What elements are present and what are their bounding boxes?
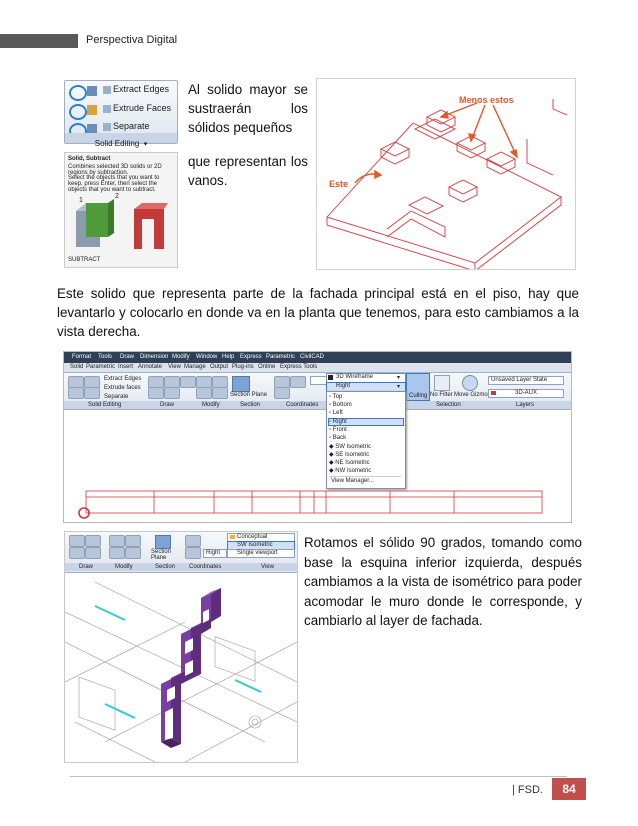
panel-selection[interactable]: Selection xyxy=(436,402,461,408)
panel-modify[interactable]: Modify xyxy=(115,564,133,570)
viewport-select[interactable] xyxy=(227,549,295,558)
extract-edges-icon xyxy=(103,86,111,94)
panel-label-bar-2 xyxy=(65,563,297,571)
union-icon[interactable] xyxy=(69,85,87,101)
separate-button[interactable]: Separate xyxy=(104,394,129,400)
copy-icon[interactable] xyxy=(196,387,212,399)
label-menos-estos: Menos estos xyxy=(459,95,514,105)
view-option-bottom[interactable]: ▫ Bottom xyxy=(329,402,352,408)
viewport-value: Single viewport xyxy=(237,550,278,556)
view-option-ne-isometric[interactable]: ◆ NE Isometric xyxy=(329,460,370,466)
subtract-dialog xyxy=(64,152,178,268)
extrude-faces-button[interactable]: Extrude Faces xyxy=(113,103,172,113)
view-option-nw-isometric[interactable]: ◆ NW Isometric xyxy=(329,468,372,474)
tab-output[interactable]: Output xyxy=(210,364,229,370)
marker-2: 2 xyxy=(115,193,119,200)
mirror-icon[interactable] xyxy=(212,387,228,399)
subtract-illustration xyxy=(68,189,174,255)
panel-draw[interactable]: Draw xyxy=(79,564,94,570)
view-option-se-isometric[interactable]: ◆ SE Isometric xyxy=(329,452,370,458)
panel-coordinates[interactable]: Coordinates xyxy=(189,564,222,570)
menu-bar xyxy=(64,352,571,363)
visual-style-icon xyxy=(328,375,333,380)
rotate-icon[interactable] xyxy=(125,535,141,547)
view-value: SW Isometric xyxy=(237,542,273,548)
ribbon-tabs xyxy=(64,363,571,373)
no-filter-button[interactable]: No Filter xyxy=(430,392,453,398)
polyline-icon[interactable] xyxy=(85,535,101,547)
header-title: Perspectiva Digital xyxy=(86,34,178,46)
view-option-top[interactable]: ▫ Top xyxy=(329,394,343,400)
marker-1: 1 xyxy=(79,197,83,204)
tab-plugins[interactable]: Plug-ins xyxy=(232,364,254,370)
menu-window[interactable]: Window xyxy=(196,354,218,360)
solid-editing-panel-title[interactable]: Solid Editing xyxy=(94,139,140,148)
isometric-screenshot xyxy=(64,531,298,763)
menu-parametric[interactable]: Parametric xyxy=(266,354,296,360)
wireframe-drawing xyxy=(317,79,575,269)
subtract-icon[interactable] xyxy=(68,387,84,399)
text-block-1: Al solido mayor se sustraerán los sólidos pequeños xyxy=(188,82,308,135)
panel-layers[interactable]: Layers xyxy=(516,402,535,408)
visual-style-icon xyxy=(230,535,235,539)
view-right-select[interactable] xyxy=(203,549,227,558)
section-plane-icon[interactable] xyxy=(232,376,250,392)
extrude-faces-button[interactable]: Extrude faces xyxy=(104,385,141,391)
line-icon[interactable] xyxy=(69,535,85,547)
menu-tools[interactable]: Tools xyxy=(98,354,113,360)
view-option-front[interactable]: ▫ Front xyxy=(329,427,347,433)
menu-draw[interactable]: Draw xyxy=(120,354,135,360)
view-select-value: Right xyxy=(336,383,351,389)
panel-section[interactable]: Section xyxy=(240,402,261,408)
culling-button[interactable] xyxy=(406,373,430,401)
mirror-icon[interactable] xyxy=(125,547,141,559)
layer-select[interactable] xyxy=(488,389,564,398)
ucs-icon[interactable] xyxy=(185,535,201,547)
header-bar xyxy=(0,34,78,48)
tab-express-tools[interactable]: Express Tools xyxy=(280,364,318,370)
move-icon[interactable] xyxy=(109,535,125,547)
ucs-world-icon[interactable] xyxy=(185,547,201,559)
layer-state-value: Unsaved Layer State xyxy=(491,377,548,383)
panel-view[interactable]: View xyxy=(261,564,274,570)
panel-section[interactable]: Section xyxy=(155,564,176,570)
separate-button[interactable]: Separate xyxy=(113,121,150,131)
extract-edges-button[interactable]: Extract Edges xyxy=(113,84,170,94)
arc-icon[interactable] xyxy=(148,387,164,399)
elevation-drawing xyxy=(64,487,571,522)
view-dropdown xyxy=(326,391,406,489)
view-option-left[interactable]: ▫ Left xyxy=(329,410,343,416)
menu-help[interactable]: Help xyxy=(222,354,235,360)
wireframe-figure xyxy=(316,78,576,270)
subtract-icon[interactable] xyxy=(69,104,87,120)
tab-manage[interactable]: Manage xyxy=(184,364,206,370)
filter-icon[interactable] xyxy=(434,375,450,391)
dialog-description: Combines selected 3D solids or 2D regions by subtraction. xyxy=(68,164,162,176)
view-manager-item[interactable]: View Manager... xyxy=(331,478,374,484)
section-plane-icon[interactable] xyxy=(155,535,171,549)
ribbon-panel-2 xyxy=(65,532,297,573)
panel-solid-editing[interactable]: Solid Editing xyxy=(88,402,122,408)
imprint-icon[interactable] xyxy=(87,86,97,96)
dialog-instructions: Select the objects that you want to keep, press Enter, then select the objects that you want to subtract. xyxy=(68,175,160,193)
culling-label: Culling xyxy=(409,393,428,399)
label-este: Este xyxy=(329,179,349,189)
text-block-3: Rotamos el sólido 90 grados, tomando como base la esquina inferior izquierda, después cambiamos a la vista de isométrico para poder acomodar le muro donde le corresponde, y cambiarlo al layer de fachada. xyxy=(304,535,582,628)
section-plane-button[interactable]: Section Plane xyxy=(151,549,172,561)
ucs-world-icon[interactable] xyxy=(290,376,306,388)
footer-divider xyxy=(70,776,567,777)
circle-icon[interactable] xyxy=(180,376,196,388)
solid-editing-ribbon xyxy=(64,80,178,148)
layer-name-value: 3D-AUX xyxy=(515,390,538,396)
page-number: 84 xyxy=(552,778,586,800)
extrude-faces-icon xyxy=(103,105,111,113)
arc-icon[interactable] xyxy=(85,547,101,559)
slice-icon[interactable] xyxy=(84,387,100,399)
separate-icon xyxy=(103,123,111,131)
view-right-value: Right xyxy=(206,550,221,556)
visual-style-value: 3D Wireframe xyxy=(336,374,374,380)
tab-view[interactable]: View xyxy=(168,364,181,370)
text-block-2: que representan los vanos. xyxy=(188,154,308,188)
panel-draw[interactable]: Draw xyxy=(160,402,175,408)
menu-civilcad[interactable]: CivilCAD xyxy=(300,354,324,360)
chevron-down-icon[interactable]: ▾ xyxy=(143,141,148,148)
main-paragraph: Este solido que representa parte de la fachada principal está en el piso, hay que levantarlo y colocarlo en donde va en la planta que tenemos, para esto cambiamos a la vista derecha. xyxy=(57,286,579,339)
ucs-origin-icon[interactable] xyxy=(274,387,290,399)
autocad-screenshot xyxy=(63,351,572,523)
command-name: SUBTRACT xyxy=(68,257,101,263)
dialog-title: Solid, Subtract xyxy=(68,156,111,162)
slice-icon[interactable] xyxy=(87,105,97,115)
visual-style-value: Conceptual xyxy=(237,534,268,540)
chevron-down-icon: ▾ xyxy=(397,375,401,381)
menu-express[interactable]: Express xyxy=(240,354,262,360)
ribbon-panel xyxy=(64,373,571,410)
tab-insert[interactable]: Insert xyxy=(118,364,134,370)
move-gizmo-icon[interactable] xyxy=(462,375,478,391)
move-gizmo-button[interactable]: Move Gizmo xyxy=(454,392,488,398)
layer-state-select[interactable] xyxy=(488,376,564,385)
tab-online[interactable]: Online xyxy=(258,364,276,370)
layer-color-icon xyxy=(491,391,496,395)
menu-format[interactable]: Format xyxy=(72,354,92,360)
menu-modify[interactable]: Modify xyxy=(172,354,190,360)
circle-icon[interactable] xyxy=(69,547,85,559)
rectangle-icon[interactable] xyxy=(164,387,180,399)
panel-label-bar xyxy=(64,401,571,409)
menu-dimension[interactable]: Dimension xyxy=(140,354,169,360)
view-option-right[interactable]: ▫ Right xyxy=(328,418,404,426)
tab-annotate[interactable]: Annotate xyxy=(138,364,163,370)
section-plane-button[interactable]: Section Plane xyxy=(230,392,268,398)
panel-modify[interactable]: Modify xyxy=(202,402,220,408)
copy-icon[interactable] xyxy=(109,547,125,559)
tab-solid[interactable]: Solid xyxy=(70,364,84,370)
tab-parametric[interactable]: Parametric xyxy=(86,364,116,370)
view-option-sw-isometric[interactable]: ◆ SW Isometric xyxy=(329,444,371,450)
extract-edges-button[interactable]: Extract Edges xyxy=(104,376,142,382)
isometric-drawing xyxy=(65,572,297,762)
chevron-down-icon: ▾ xyxy=(397,384,401,390)
footer-label: | FSD. xyxy=(512,784,543,796)
panel-coordinates[interactable]: Coordinates xyxy=(286,402,319,408)
view-option-back[interactable]: ▫ Back xyxy=(329,435,347,441)
